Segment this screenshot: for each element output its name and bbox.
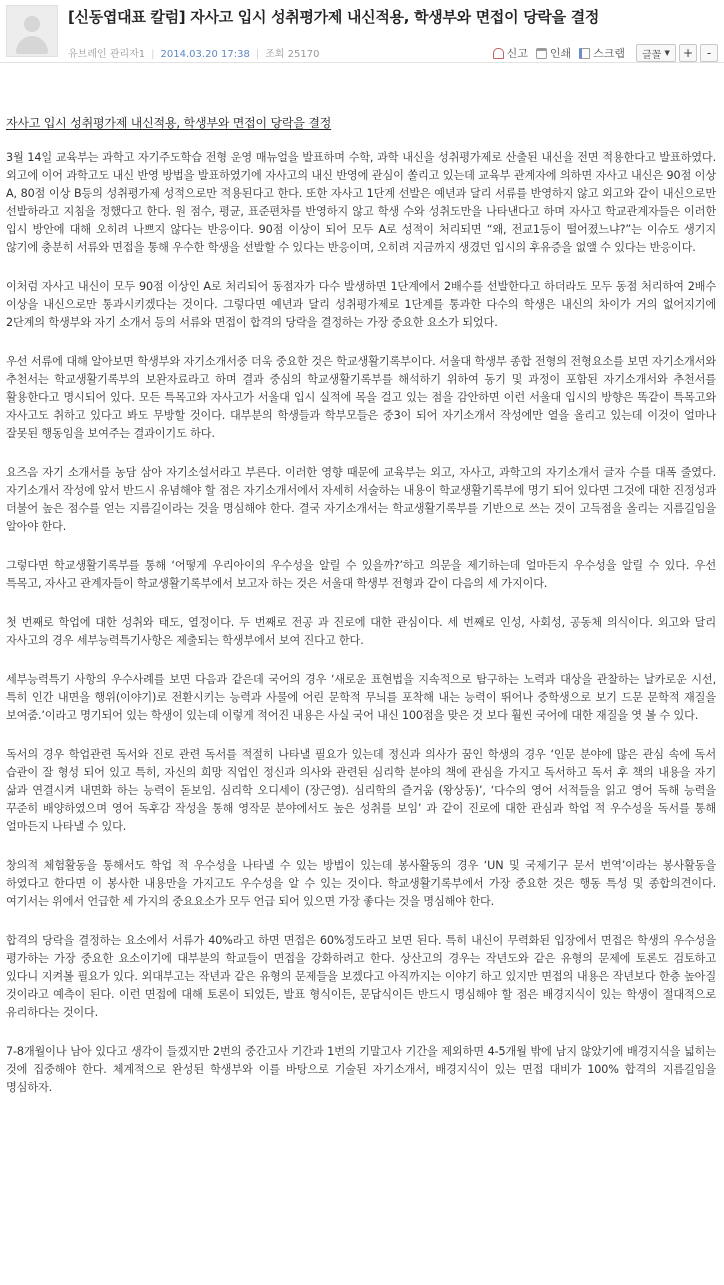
scrap-label: 스크랩 [593,47,625,60]
meta-separator: | [255,49,260,60]
siren-icon [493,48,504,59]
article-paragraph: 독서의 경우 학업관련 독서와 진로 관련 독서를 적절히 나타낼 필요가 있는데 정신과 의사가 꿈인 학생의 경우 ‘인문 분야에 많은 관심 속에 독서 습관이 잘 형성 되어 있고 특히, 자신의 희망 직업인 정신과 의사와 관련된 심리학 분야의 책에 관심을 가지고 독서하고 독서 후 책의 내용을 자기 삶과 연결시켜 내면화 하는 능력이 돋보임. 심리학 오디세이 (장근영). 심리학의 즐거움 (왕상동)’, ‘다수의 영어 서적들을 읽고 영어 독해 능력을 꾸준히 배양하였으며 영어 독후감 작성을 통해 영작문 분야에서도 높은 성취를 보임’ 과 같이 진로에 대한 관심과 학업 적 우수성을 독서를 통해 얼마든지 나타낼 수 있다. [6,748,716,833]
article-paragraph: 창의적 체험활동을 통해서도 학업 적 우수성을 나타낼 수 있는 방법이 있는데 봉사활동의 경우 ‘UN 및 국제기구 문서 번역’이라는 봉사활동을 하였다고 한다면 이 봉사한 내용만을 가지고도 우수성을 알 수 있는 것이다. 학교생활기록부에서 가장 중요한 것은 행동 특성 및 종합의견이다. 여기서는 위에서 언급한 세 가지의 중요요소가 모두 언급 되어 있으면 가장 좋다는 것을 명심해야 한다. [6,859,716,908]
avatar-icon[interactable] [6,5,58,57]
post-title: [신동엽대표 칼럼] 자사고 입시 성취평가제 내신적용, 학생부와 면접이 당락을 결정 [68,8,600,26]
article-paragraph: 7-8개월이나 남아 있다고 생각이 들겠지만 2번의 중간고사 기간과 1번의 기말고사 기간을 제외하면 4-5개월 밖에 남지 않았기에 배경지식을 넓히는 것에 집중해야 한다. 체계적으로 완성된 학생부와 이를 바탕으로 기술된 자기소개서, 배경지식이 있는 면접 대비가 100% 합격의 지름길임을 명심하자. [6,1045,716,1094]
font-select-button[interactable] [636,44,676,62]
article-paragraph: 이처럼 자사고 내신이 모두 90점 이상인 A로 처리되어 동점자가 다수 발생하면 1단계에서 2배수를 선발한다고 하더라도 모두 동점 처리하여 2배수 이상을 내신으로만 통과시키겠다는 것이다. 그렇다면 예년과 달리 성취평가제로 1단계를 통과한 다수의 학생은 내신의 차이가 거의 없어지기에 2단계의 학생부와 자기 소개서 등의 서류와 면접이 합격의 당락을 결정하는 가장 중요한 요소가 되었다. [6,280,716,329]
avatar-body [16,36,48,54]
post-header [0,0,724,63]
font-label: 글꼴 [642,49,662,61]
article-paragraph: 세부능력특기 사항의 우수사례를 보면 다음과 같은데 국어의 경우 ‘새로운 표현법을 지속적으로 탐구하는 노력과 대상을 관찰하는 날카로운 시선, 특히 인간 내면을 행위(이야기)로 전환시키는 능력과 사물에 어린 문학적 무늬를 포착해 내는 능력이 뛰어나 중학생으로 보기 드문 문학적 재질을 보여줌.’이라고 명기되어 있는 학생이 있는데 이렇게 적어진 내용은 사실 국어 내신 100점을 맞은 것 보다 훨씬 국어에 대한 재질을 엿 볼 수 있다. [6,673,716,722]
author-name[interactable]: 유브레인 관리자1 [68,49,146,60]
post-date: 2014.03.20 17:38 [160,49,250,60]
article-paragraph: 요즈음 자기 소개서를 농담 삼아 자기소설서라고 부른다. 이러한 영향 때문에 교육부는 외고, 자사고, 과학고의 자기소개서 글자 수를 대폭 줄였다. 자기소개서 작성에 앞서 반드시 유념해야 할 점은 자기소개서에서 자세히 서술하는 내용이 학교생활기록부에 명기 되어 있다면 그것에 대한 진정성과 더불어 높은 점수를 얻는 지름길이라는 것을 명심해야 한다. 결국 자기소개서는 학교생활기록부를 기반으로 쓰는 것이 고득점을 올리는 지름길임을 알아야 한다. [6,466,716,533]
article-paragraph: 그렇다면 학교생활기록부를 통해 ‘어떻게 우리아이의 우수성을 알릴 수 있을까?’하고 의문을 제기하는데 얼마든지 우수성을 알릴 수 있다. 우선 특목고, 자사고 관계자들이 학교생활기록부에서 보고자 하는 것은 서울대 학생부 전형과 같이 다음의 세 가지이다. [6,559,716,590]
post-actions [493,44,718,62]
font-increase-button[interactable]: + [679,44,697,62]
print-label: 인쇄 [549,47,572,60]
font-decrease-button[interactable]: - [700,44,718,62]
article-paragraph: 우선 서류에 대해 알아보면 학생부와 자기소개서중 더욱 중요한 것은 학교생활기록부이다. 서울대 학생부 종합 전형의 전형요소를 보면 자기소개서와 추천서는 학교생활기록부의 보완자료라고 하며 결과 중심의 학교생활기록부를 해석하기 위하여 동기 및 과정이 포함된 자기소개서와 추천서를 활용한다고 명시되어 있다. 모든 특목고와 자사고가 서울대 입시 실적에 목을 걸고 있는 점을 감안하면 이런 서울대 입시의 방향은 똑같이 특목고와 자사고도 취하고 있다고 봐도 무방할 것이다. 대부분의 학생들과 학부모들은 중3이 되어 자기소개서 작성에만 열을 올리고 있는데 이것이 얼마나 잘못된 행동임을 보여주는 결과이기도 하다. [6,355,716,440]
article-paragraph: 첫 번째로 학업에 대한 성취와 태도, 열정이다. 두 번째로 전공 과 진로에 대한 관심이다. 세 번째로 인성, 사회성, 공동체 의식이다. 외고와 달리 자사고의 경우 세부능력특기사항은 제출되는 학생부에서 보여 진다고 한다. [6,616,716,647]
avatar-head [24,16,40,32]
dropdown-icon: ▼ [664,49,670,57]
scrap-button[interactable] [579,45,625,61]
print-button[interactable] [536,45,571,61]
article-paragraph: 합격의 당락을 결정하는 요소에서 서류가 40%라고 하면 면접은 60%정도라고 보면 된다. 특히 내신이 무력화된 입장에서 면접은 학생의 우수성을 평가하는 가장 중요한 요소이기에 대부분의 학교들이 면접을 강화하려고 한다. 상산고의 경우는 작년도와 같은 유형의 문제에 토론도 검토하고 있다니 지켜볼 필요가 있다. 외대부고는 작년과 같은 유형의 문제들을 보겠다고 아직까지는 이야기 하고 있지만 면접의 내용은 작년보다 한층 높아질 것이라고 예측이 된다. 이런 면접에 대해 토론이 되었든, 발표 형식이든, 문답식이든 반드시 명심해야 할 점은 배경지식이 있는 학생이 절대적으로 유리하다는 것이다. [6,934,716,1019]
post-meta [68,45,320,60]
report-button[interactable] [493,45,528,61]
report-label: 신고 [506,47,528,60]
article-subtitle: 자사고 입시 성취평가제 내신적용, 학생부와 면접이 당락을 결정 [6,116,332,130]
print-icon [536,48,547,59]
article-paragraph: 3월 14일 교육부는 과학고 자기주도학습 전형 운영 매뉴얼을 발표하며 수학, 과학 내신을 성취평가제로 산출된 내신을 전면 적용한다고 발표하였다. 외고에 이어 과학고도 내신 반영 방법을 발표하였기에 자사고의 내신 반영에 관심이 쏠리고 있는데 교육부 관계자에 의하면 자사고 내신은 90점 이상 A, 80점 이상 B등의 성취평가제 성적으로만 적용된다고 한다. 또한 자사고 1단계 선발은 예년과 달리 서류를 반영하지 않고 외고와 같이 내신으로만 선발하라고 지침을 정했다고 한다. 원 점수, 평균, 표준편차를 반영하지 않고 학생 수와 성취도만을 나타낸다고 하며 자사고 학교관계자들은 이러한 입시 방안에 대해 오히려 나쁘지 않다는 반응이다. 90점 이상이 되어 모두 A로 성적이 처리되면 “왜, 전교1등이 떨어졌느냐?”는 이슈도 생기지 않기에 충분히 서류와 면접을 통해 우수한 학생을 선발할 수 있다는 반응이며, 오히려 지금까지 생겼던 입시의 후유증을 없앨 수 있다는 반응이다. [6,151,716,254]
view-count: 조회 25170 [265,49,320,60]
scrap-icon [579,48,590,59]
meta-separator: | [151,49,155,60]
article-body [6,114,716,1118]
